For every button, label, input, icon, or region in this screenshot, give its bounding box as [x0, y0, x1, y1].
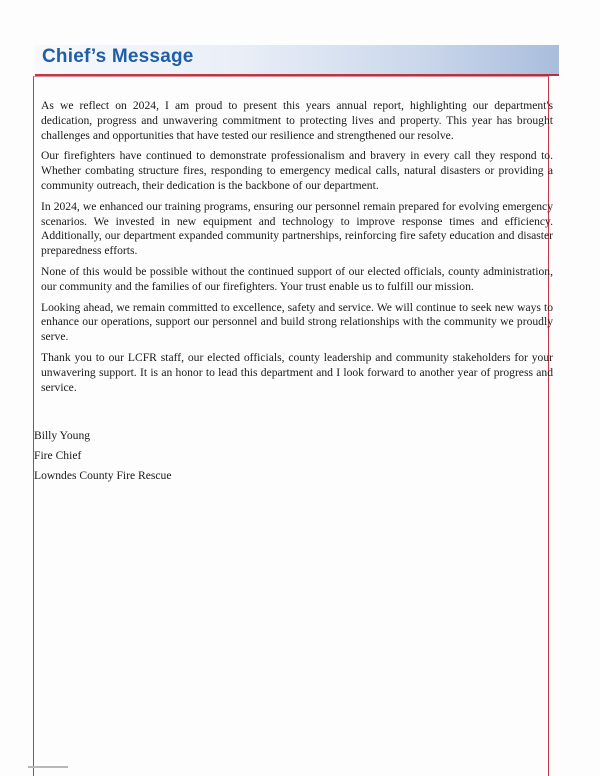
scan-artifact — [28, 766, 68, 768]
signer-role: Fire Chief — [34, 449, 82, 462]
paragraph: Our firefighters have continued to demonstrate professionalism and bravery in every call they respond to. Whether combating structure fires, responding to emergency medical calls, natural disasters or providing a community outreach, their dedication is the backbone of our department. — [41, 149, 553, 192]
signer-organization: Lowndes County Fire Rescue — [34, 469, 172, 482]
page-title: Chief’s Message — [42, 46, 194, 67]
signer-name: Billy Young — [34, 429, 91, 442]
paragraph: None of this would be possible without the continued support of our elected officials, county administration, our community and the families of our firefighters. Your trust enable us to fulfill our mission. — [41, 264, 553, 293]
paragraph: In 2024, we enhanced our training programs, ensuring our personnel remain prepared for evolving emergency scenarios. We invested in new equipment and technology to improve response times and efficiency. Additionally, our department expanded community partnerships, reinforcing fire safety education and disaster preparedness efforts. — [41, 199, 553, 258]
paragraph: Thank you to our LCFR staff, our elected officials, county leadership and community stakeholders for your unwavering support. It is an honor to lead this department and I look forward to another year of progress and service. — [41, 350, 553, 394]
paragraph: Looking ahead, we remain committed to excellence, safety and service. We will continue to seek new ways to enhance our operations, support our personnel and build strong relationships with the community we proudly serve. — [41, 300, 553, 344]
letter-body — [41, 99, 553, 401]
paragraph: As we reflect on 2024, I am proud to present this years annual report, highlighting our department's dedication, progress and unwavering commitment to protecting lives and property. This year has brought challenges and opportunities that have tested our resilience and strengthened our resolve. — [41, 99, 553, 142]
signature-block — [34, 426, 172, 486]
